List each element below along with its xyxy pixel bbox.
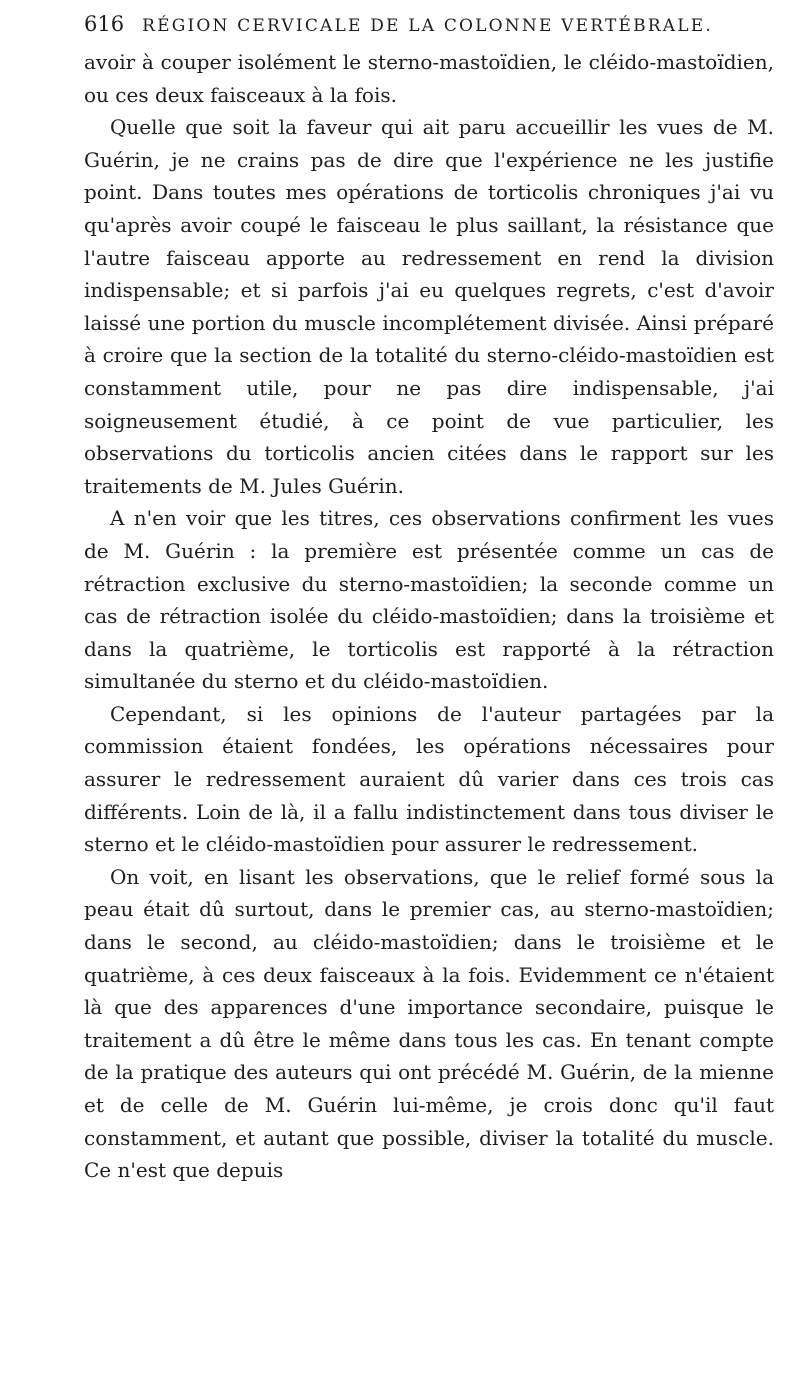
book-page xyxy=(84,12,774,1382)
page-number: 616 xyxy=(84,12,125,36)
paragraph-continuation: avoir à couper isolément le sterno-mastoïdien, le cléido-mastoïdien, ou ces deux faisceaux à la fois. xyxy=(84,50,774,107)
running-head-title: RÉGION CERVICALE DE LA COLONNE VERTÉBRALE. xyxy=(142,16,713,36)
paragraph: A n'en voir que les titres, ces observations confirment les vues de M. Guérin : la première est présentée comme un cas de rétraction exclusive du sterno-mastoïdien; la seconde comme un cas de rétraction isolée du cléido-mastoïdien; dans la troisième et dans la quatrième, le torticolis est rapporté à la rétraction simultanée du sterno et du cléido-mastoïdien. xyxy=(84,506,774,694)
paragraph: Cependant, si les opinions de l'auteur partagées par la commission étaient fondées, les opérations nécessaires pour assurer le redressement auraient dû varier dans ces trois cas différents. Loin de là, il a fallu indistinctement dans tous diviser le sterno et le cléido-mastoïdien pour assurer le redressement. xyxy=(84,701,774,857)
paragraph: Quelle que soit la faveur qui ait paru accueillir les vues de M. Guérin, je ne crains pas de dire que l'expérience ne les justifie point. Dans toutes mes opérations de torticolis chroniques j'ai vu qu'après avoir coupé le faisceau le plus saillant, la résistance que l'autre faisceau apporte au redressement en rend la division indispensable; et si parfois j'ai eu quelques regrets, c'est d'avoir laissé une portion du muscle incomplétement divisée. Ainsi préparé à croire que la section de la totalité du sterno-cléido-mastoïdien est constamment utile, pour ne pas dire indispensable, j'ai soigneusement étudié, à ce point de vue particulier, les observations du torticolis ancien citées dans le rapport sur les traitements de M. Jules Guérin. xyxy=(84,115,774,498)
paragraph: On voit, en lisant les observations, que le relief formé sous la peau était dû surtout, dans le premier cas, au sterno-mastoïdien; dans le second, au cléido-mastoïdien; dans le troisième et le quatrième, à ces deux faisceaux à la fois. Evidemment ce n'étaient là que des apparences d'une importance secondaire, puisque le traitement a dû être le même dans tous les cas. En tenant compte de la pratique des auteurs qui ont précédé M. Guérin, de la mienne et de celle de M. Guérin lui-même, je crois donc qu'il faut constamment, et autant que possible, diviser la totalité du muscle. Ce n'est que depuis xyxy=(84,864,774,1183)
body-text xyxy=(84,46,774,1187)
running-head xyxy=(84,12,774,46)
